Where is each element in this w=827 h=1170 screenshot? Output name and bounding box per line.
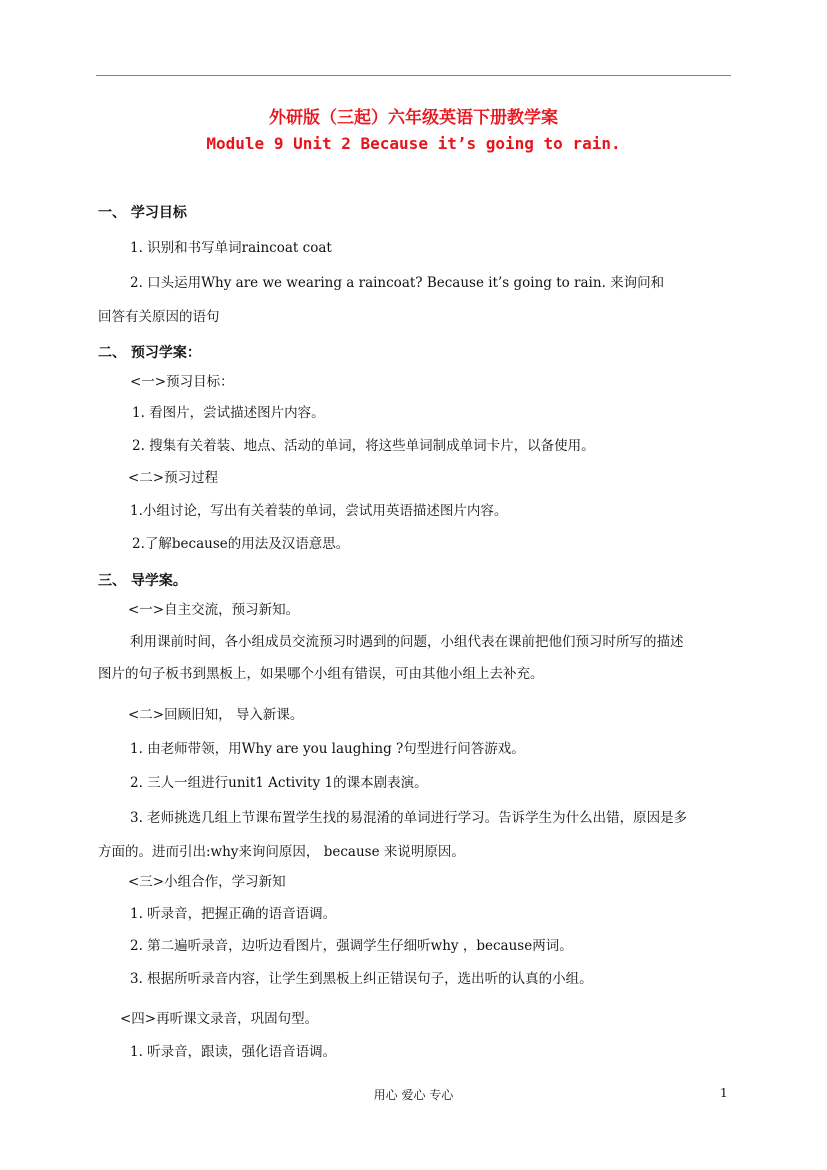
subsection-heading: <四>再听课文录音，巩固句型。 — [120, 1011, 319, 1027]
list-item: 方面的。进而引出:why来询问原因， because 来说明原因。 — [98, 844, 465, 860]
page-number: 1 — [720, 1086, 728, 1100]
list-item: 1.小组讨论，写出有关着装的单词，尝试用英语描述图片内容。 — [130, 503, 508, 519]
header-rule — [96, 75, 731, 76]
paragraph-line: 图片的句子板书到黑板上，如果哪个小组有错误，可由其他小组上去补充。 — [98, 666, 544, 682]
document-subtitle: Module 9 Unit 2 Because it’s going to rain. — [206, 134, 621, 153]
list-item: 1. 识别和书写单词raincoat coat — [130, 240, 332, 256]
list-item: 1. 听录音，跟读，强化语音语调。 — [130, 1044, 337, 1060]
subsection-heading: <一>预习目标： — [130, 374, 234, 390]
list-item: 1. 看图片，尝试描述图片内容。 — [132, 405, 325, 421]
list-item: 3. 老师挑选几组上节课布置学生找的易混淆的单词进行学习。告诉学生为什么出错，原因是多 — [130, 810, 688, 826]
list-item: 1. 由老师带领，用Why are you laughing ?句型进行问答游戏。 — [130, 741, 525, 757]
subsection-heading: <三>小组合作，学习新知 — [128, 874, 286, 890]
subsection-heading: <二>预习过程 — [128, 470, 219, 486]
subsection-heading: <一>自主交流，预习新知。 — [128, 602, 300, 618]
list-item: 2. 第二遍听录音，边听边看图片，强调学生仔细听why ，because两词。 — [130, 938, 573, 954]
list-item: 2. 三人一组进行unit1 Activity 1的课本剧表演。 — [130, 775, 428, 791]
section-heading: 三、 导学案。 — [98, 573, 187, 589]
list-item: 2.了解because的用法及汉语意思。 — [132, 536, 350, 552]
subsection-heading: <二>回顾旧知， 导入新课。 — [128, 707, 304, 723]
list-item: 3. 根据所听录音内容，让学生到黑板上纠正错误句子，选出听的认真的小组。 — [130, 971, 593, 987]
list-item: 回答有关原因的语句 — [98, 309, 220, 325]
list-item: 1. 听录音，把握正确的语音语调。 — [130, 906, 337, 922]
list-item: 2. 搜集有关着装、地点、活动的单词，将这些单词制成单词卡片，以备使用。 — [132, 438, 595, 454]
list-item: 2. 口头运用Why are we wearing a raincoat? Because it’s going to rain. 来询问和 — [130, 275, 665, 291]
footer-motto: 用心 爱心 专心 — [373, 1088, 454, 1102]
paragraph-line: 利用课前时间，各小组成员交流预习时遇到的问题，小组代表在课前把他们预习时所写的描述 — [130, 634, 684, 650]
section-heading: 一、 学习目标 — [98, 205, 187, 221]
document-title: 外研版（三起）六年级英语下册教学案 — [269, 108, 558, 128]
section-heading: 二、 预习学案： — [98, 345, 201, 361]
